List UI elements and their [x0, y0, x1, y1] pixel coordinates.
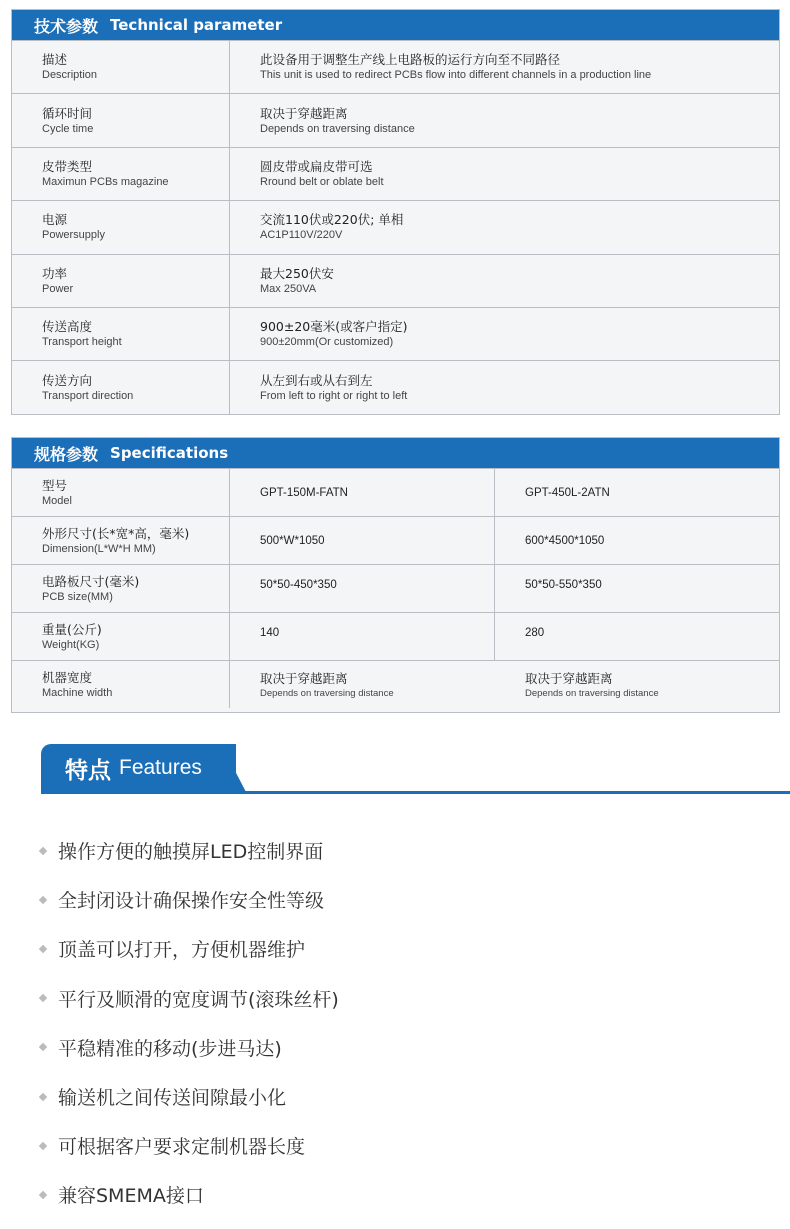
technical-parameter-table	[11, 9, 780, 415]
model-1-value: 140	[230, 613, 495, 660]
row-label	[12, 361, 230, 413]
label-en: Transport direction	[42, 389, 134, 402]
table-row	[12, 40, 779, 93]
table-row	[12, 468, 779, 516]
divider	[41, 791, 790, 794]
row-label	[12, 661, 230, 708]
model-1-value	[230, 661, 495, 708]
row-label	[12, 308, 230, 360]
label-cn: 皮带类型	[42, 158, 93, 174]
diamond-bullet-icon	[39, 846, 47, 854]
model-2-value: 600*4500*1050	[525, 534, 605, 547]
feature-text: 输送机之间传送间隙最小化	[58, 1087, 287, 1110]
table-row	[12, 254, 779, 307]
feature-text: 顶盖可以打开，方便机器维护	[58, 939, 306, 962]
value-en: Depends on traversing distance	[260, 687, 394, 699]
label-en: Powersupply	[42, 229, 105, 242]
label-en: Cycle time	[42, 122, 94, 135]
model-2-value: 280	[525, 627, 545, 639]
label-cn: 重量(公斤)	[42, 621, 102, 637]
value-cn: 取决于穿越距离	[260, 105, 348, 121]
label-cn: 传送高度	[42, 319, 93, 335]
row-value	[230, 255, 779, 307]
value-en: Depends on traversing distance	[525, 687, 659, 699]
table-row	[12, 360, 779, 413]
value-en: Rround belt or oblate belt	[260, 175, 384, 188]
header-title-en: Specifications	[110, 444, 229, 462]
value-en: Max 250VA	[260, 282, 317, 295]
label-cn: 电源	[42, 212, 68, 228]
diamond-bullet-icon	[39, 945, 47, 953]
list-item	[40, 1121, 740, 1170]
label-en: Model	[42, 494, 72, 507]
row-label	[12, 41, 230, 93]
table-row	[12, 660, 779, 708]
table-row	[12, 147, 779, 200]
label-en: Description	[42, 69, 98, 82]
value-en: From left to right or right to left	[260, 389, 408, 402]
value-cn: 取决于穿越距离	[525, 671, 613, 686]
row-value	[230, 308, 779, 360]
diamond-bullet-icon	[39, 1043, 47, 1051]
diamond-bullet-icon	[39, 1092, 47, 1100]
feature-text: 兼容SMEMA接口	[58, 1185, 204, 1208]
value-cn: 交流110伏或220伏; 单相	[260, 212, 404, 228]
model-1-value: GPT-150M-FATN	[230, 469, 495, 516]
value-cn: 圆皮带或扁皮带可选	[260, 158, 373, 174]
features-tab	[41, 744, 236, 792]
label-cn: 机器宽度	[42, 669, 93, 685]
model-1-value: 500*W*1050	[230, 517, 495, 564]
model-2-value: GPT-450L-2ATN	[525, 486, 610, 499]
model-2-value	[495, 661, 760, 708]
header-title-en: Technical parameter	[110, 16, 283, 34]
table-row	[12, 93, 779, 146]
model-1-value: 50*50-450*350	[230, 565, 495, 612]
label-cn: 电路板尺寸(毫米)	[42, 573, 140, 589]
row-value	[230, 201, 779, 253]
value-cn: 从左到右或从右到左	[260, 372, 373, 388]
list-item	[40, 826, 740, 875]
label-cn: 传送方向	[42, 372, 93, 388]
row-value	[230, 361, 779, 413]
feature-text: 操作方便的触摸屏LED控制界面	[58, 841, 324, 864]
table-row	[12, 612, 779, 660]
feature-text: 平行及顺滑的宽度调节(滚珠丝杆)	[58, 988, 339, 1011]
value-en: This unit is used to redirect PCBs flow into different channels in a production line	[260, 69, 652, 82]
list-item	[40, 924, 740, 973]
label-cn: 型号	[42, 477, 68, 493]
list-item	[40, 974, 740, 1023]
specifications-header	[12, 438, 779, 468]
features-list	[40, 826, 740, 1220]
feature-text: 可根据客户要求定制机器长度	[58, 1136, 306, 1159]
label-en: Machine width	[42, 686, 113, 699]
value-cn: 最大250伏安	[260, 265, 334, 281]
features-title-cn: 特点	[65, 757, 111, 784]
diamond-bullet-icon	[39, 1191, 47, 1199]
list-item	[40, 1170, 740, 1219]
label-en: Dimension(L*W*H MM)	[42, 542, 156, 555]
feature-text: 平稳精准的移动(步进马达)	[58, 1037, 282, 1060]
row-label	[12, 94, 230, 146]
row-value	[230, 41, 779, 93]
value-en: AC1P110V/220V	[260, 229, 343, 242]
label-cn: 功率	[42, 265, 68, 281]
list-item	[40, 1072, 740, 1121]
features-header	[41, 744, 790, 794]
table-row	[12, 564, 779, 612]
diamond-bullet-icon	[39, 896, 47, 904]
row-label	[12, 565, 230, 612]
value-en: 900±20mm(Or customized)	[260, 336, 394, 349]
row-value	[230, 94, 779, 146]
row-value	[230, 148, 779, 200]
list-item	[40, 875, 740, 924]
list-item	[40, 1023, 740, 1072]
value-cn: 取决于穿越距离	[260, 671, 348, 686]
model-2-value: 50*50-550*350	[525, 579, 602, 591]
label-en: Maximun PCBs magazine	[42, 175, 169, 188]
table-row	[12, 516, 779, 564]
label-en: Power	[42, 282, 74, 295]
label-en: Transport height	[42, 336, 122, 349]
row-label	[12, 469, 230, 516]
features-title-en: Features	[119, 756, 202, 779]
feature-text: 全封闭设计确保操作安全性等级	[58, 890, 325, 913]
label-cn: 描述	[42, 52, 68, 68]
label-cn: 循环时间	[42, 105, 93, 121]
label-en: Weight(KG)	[42, 638, 100, 651]
header-title-cn: 规格参数	[34, 444, 99, 464]
table-row	[12, 307, 779, 360]
value-en: Depends on traversing distance	[260, 122, 415, 135]
label-en: PCB size(MM)	[42, 590, 113, 603]
value-cn: 900±20毫米(或客户指定)	[260, 319, 408, 335]
specifications-table	[11, 437, 780, 713]
diamond-bullet-icon	[39, 994, 47, 1002]
row-label	[12, 201, 230, 253]
row-label	[12, 517, 230, 564]
header-title-cn: 技术参数	[34, 16, 99, 36]
value-cn: 此设备用于调整生产线上电路板的运行方向至不同路径	[260, 52, 561, 68]
row-label	[12, 613, 230, 660]
label-cn: 外形尺寸(长*宽*高，毫米)	[42, 525, 190, 541]
technical-parameter-header	[12, 10, 779, 40]
row-label	[12, 255, 230, 307]
row-label	[12, 148, 230, 200]
table-row	[12, 200, 779, 253]
diamond-bullet-icon	[39, 1141, 47, 1149]
